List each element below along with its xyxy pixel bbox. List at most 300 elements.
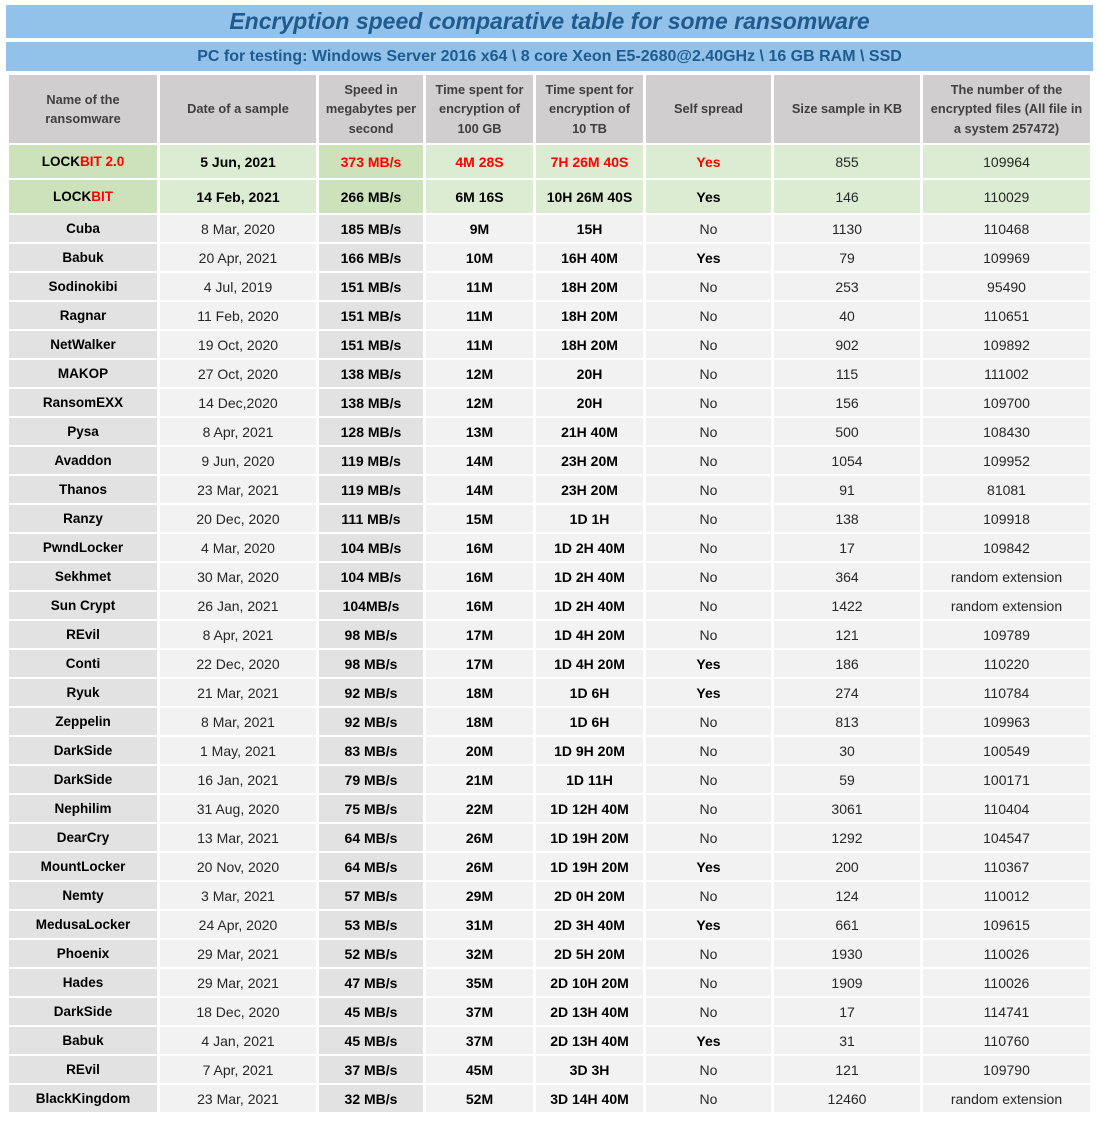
cell-time-100gb: 4M 28S xyxy=(426,145,533,178)
cell-size-kb: 156 xyxy=(774,389,920,416)
ransomware-name-text: Thanos xyxy=(58,482,107,497)
cell-speed: 151 MB/s xyxy=(319,331,423,358)
cell-date: 30 Mar, 2020 xyxy=(160,563,316,590)
cell-name xyxy=(9,180,157,213)
cell-name xyxy=(9,969,157,996)
column-header: Speed in megabytes per second xyxy=(319,75,423,143)
cell-time-100gb: 22M xyxy=(426,795,533,822)
cell-speed: 151 MB/s xyxy=(319,273,423,300)
cell-time-10tb: 10H 26M 40S xyxy=(536,180,643,213)
cell-size-kb: 1054 xyxy=(774,447,920,474)
cell-time-100gb: 16M xyxy=(426,534,533,561)
cell-date: 20 Apr, 2021 xyxy=(160,244,316,271)
cell-files: 110367 xyxy=(923,853,1090,880)
cell-size-kb: 1422 xyxy=(774,592,920,619)
ransomware-name-text: DarkSide xyxy=(53,772,113,787)
cell-self-spread: No xyxy=(646,998,771,1025)
cell-time-100gb: 32M xyxy=(426,940,533,967)
cell-time-100gb: 12M xyxy=(426,360,533,387)
ransomware-name-text: Zeppelin xyxy=(55,714,111,729)
cell-size-kb: 1909 xyxy=(774,969,920,996)
table-row xyxy=(9,969,1090,996)
cell-self-spread: No xyxy=(646,389,771,416)
cell-name xyxy=(9,853,157,880)
table-row xyxy=(9,273,1090,300)
ransomware-name-text: REvil xyxy=(66,1062,100,1077)
cell-time-100gb: 52M xyxy=(426,1085,533,1112)
cell-name xyxy=(9,737,157,764)
cell-name xyxy=(9,1085,157,1112)
cell-files: 110404 xyxy=(923,795,1090,822)
cell-time-10tb: 3D 14H 40M xyxy=(536,1085,643,1112)
cell-self-spread: No xyxy=(646,563,771,590)
cell-time-10tb: 15H xyxy=(536,215,643,242)
cell-time-10tb: 21H 40M xyxy=(536,418,643,445)
cell-files: 110651 xyxy=(923,302,1090,329)
cell-self-spread: No xyxy=(646,273,771,300)
cell-speed: 151 MB/s xyxy=(319,302,423,329)
cell-speed: 47 MB/s xyxy=(319,969,423,996)
cell-time-10tb: 3D 3H xyxy=(536,1056,643,1083)
cell-size-kb: 500 xyxy=(774,418,920,445)
cell-files: 114741 xyxy=(923,998,1090,1025)
cell-self-spread: No xyxy=(646,940,771,967)
cell-self-spread: No xyxy=(646,215,771,242)
cell-speed: 138 MB/s xyxy=(319,360,423,387)
ransomware-name-text: RansomEXX xyxy=(42,395,124,410)
cell-size-kb: 813 xyxy=(774,708,920,735)
cell-date: 23 Mar, 2021 xyxy=(160,1085,316,1112)
cell-name xyxy=(9,505,157,532)
cell-self-spread: No xyxy=(646,447,771,474)
cell-time-10tb: 20H xyxy=(536,360,643,387)
cell-size-kb: 146 xyxy=(774,180,920,213)
cell-date: 11 Feb, 2020 xyxy=(160,302,316,329)
cell-date: 19 Oct, 2020 xyxy=(160,331,316,358)
cell-speed: 185 MB/s xyxy=(319,215,423,242)
cell-name xyxy=(9,795,157,822)
table-row xyxy=(9,882,1090,909)
cell-size-kb: 253 xyxy=(774,273,920,300)
cell-name xyxy=(9,650,157,677)
cell-self-spread: No xyxy=(646,534,771,561)
cell-date: 20 Dec, 2020 xyxy=(160,505,316,532)
cell-date: 18 Dec, 2020 xyxy=(160,998,316,1025)
cell-name xyxy=(9,998,157,1025)
cell-files: 109952 xyxy=(923,447,1090,474)
cell-size-kb: 30 xyxy=(774,737,920,764)
cell-size-kb: 902 xyxy=(774,331,920,358)
cell-files: 110026 xyxy=(923,940,1090,967)
cell-date: 27 Oct, 2020 xyxy=(160,360,316,387)
ransomware-name-text: Sodinokibi xyxy=(48,279,118,294)
cell-time-10tb: 7H 26M 40S xyxy=(536,145,643,178)
cell-size-kb: 17 xyxy=(774,998,920,1025)
cell-time-100gb: 16M xyxy=(426,563,533,590)
table-row xyxy=(9,592,1090,619)
cell-name xyxy=(9,766,157,793)
cell-name xyxy=(9,389,157,416)
cell-date: 24 Apr, 2020 xyxy=(160,911,316,938)
cell-files: 100549 xyxy=(923,737,1090,764)
cell-date: 31 Aug, 2020 xyxy=(160,795,316,822)
cell-time-10tb: 1D 1H xyxy=(536,505,643,532)
cell-files: random extension xyxy=(923,1085,1090,1112)
cell-time-10tb: 1D 19H 20M xyxy=(536,853,643,880)
cell-time-100gb: 37M xyxy=(426,1027,533,1054)
cell-size-kb: 79 xyxy=(774,244,920,271)
cell-files: 100171 xyxy=(923,766,1090,793)
cell-date: 26 Jan, 2021 xyxy=(160,592,316,619)
cell-files: 110760 xyxy=(923,1027,1090,1054)
cell-speed: 64 MB/s xyxy=(319,824,423,851)
cell-self-spread: No xyxy=(646,621,771,648)
cell-size-kb: 12460 xyxy=(774,1085,920,1112)
cell-time-10tb: 23H 20M xyxy=(536,476,643,503)
table-row xyxy=(9,505,1090,532)
cell-size-kb: 661 xyxy=(774,911,920,938)
cell-time-100gb: 18M xyxy=(426,708,533,735)
cell-size-kb: 364 xyxy=(774,563,920,590)
cell-time-10tb: 2D 13H 40M xyxy=(536,998,643,1025)
cell-name xyxy=(9,679,157,706)
cell-files: 81081 xyxy=(923,476,1090,503)
cell-name xyxy=(9,244,157,271)
cell-name xyxy=(9,215,157,242)
cell-self-spread: Yes xyxy=(646,911,771,938)
cell-size-kb: 17 xyxy=(774,534,920,561)
cell-time-10tb: 20H xyxy=(536,389,643,416)
cell-time-10tb: 16H 40M xyxy=(536,244,643,271)
cell-date: 8 Apr, 2021 xyxy=(160,621,316,648)
cell-self-spread: No xyxy=(646,795,771,822)
cell-time-100gb: 13M xyxy=(426,418,533,445)
cell-speed: 128 MB/s xyxy=(319,418,423,445)
ransomware-name-text: Ragnar xyxy=(59,308,107,323)
cell-files: 110468 xyxy=(923,215,1090,242)
ransomware-name-text: LOCK xyxy=(41,154,80,169)
cell-date: 29 Mar, 2021 xyxy=(160,969,316,996)
cell-time-10tb: 1D 2H 40M xyxy=(536,534,643,561)
column-header: Self spread xyxy=(646,75,771,143)
cell-time-100gb: 21M xyxy=(426,766,533,793)
ransomware-name-text: Avaddon xyxy=(54,453,112,468)
cell-speed: 75 MB/s xyxy=(319,795,423,822)
cell-time-100gb: 9M xyxy=(426,215,533,242)
cell-size-kb: 121 xyxy=(774,1056,920,1083)
table-row xyxy=(9,563,1090,590)
table-row xyxy=(9,824,1090,851)
cell-files: 109789 xyxy=(923,621,1090,648)
cell-size-kb: 138 xyxy=(774,505,920,532)
cell-files: 110026 xyxy=(923,969,1090,996)
cell-date: 14 Dec,2020 xyxy=(160,389,316,416)
test-pc-spec: PC for testing: Windows Server 2016 x64 \ 8 core Xeon E5-2680@2.40GHz \ 16 GB RAM \ SSD xyxy=(6,42,1093,71)
cell-speed: 92 MB/s xyxy=(319,679,423,706)
cell-size-kb: 1930 xyxy=(774,940,920,967)
cell-self-spread: No xyxy=(646,766,771,793)
cell-date: 29 Mar, 2021 xyxy=(160,940,316,967)
cell-time-10tb: 1D 6H xyxy=(536,679,643,706)
cell-date: 4 Mar, 2020 xyxy=(160,534,316,561)
cell-time-10tb: 1D 2H 40M xyxy=(536,563,643,590)
cell-time-10tb: 2D 5H 20M xyxy=(536,940,643,967)
cell-name xyxy=(9,418,157,445)
cell-self-spread: No xyxy=(646,360,771,387)
cell-files: 109700 xyxy=(923,389,1090,416)
cell-self-spread: No xyxy=(646,592,771,619)
cell-date: 23 Mar, 2021 xyxy=(160,476,316,503)
cell-size-kb: 59 xyxy=(774,766,920,793)
cell-self-spread: No xyxy=(646,708,771,735)
cell-speed: 104 MB/s xyxy=(319,563,423,590)
cell-speed: 92 MB/s xyxy=(319,708,423,735)
cell-name xyxy=(9,621,157,648)
cell-speed: 104 MB/s xyxy=(319,534,423,561)
cell-time-100gb: 11M xyxy=(426,331,533,358)
cell-name xyxy=(9,273,157,300)
cell-size-kb: 855 xyxy=(774,145,920,178)
ransomware-name-text: DearCry xyxy=(56,830,110,845)
cell-self-spread: Yes xyxy=(646,145,771,178)
table-row xyxy=(9,418,1090,445)
ransomware-name-text: Ranzy xyxy=(63,511,103,526)
cell-time-100gb: 18M xyxy=(426,679,533,706)
cell-files: 109918 xyxy=(923,505,1090,532)
cell-date: 9 Jun, 2020 xyxy=(160,447,316,474)
cell-self-spread: No xyxy=(646,331,771,358)
cell-self-spread: No xyxy=(646,737,771,764)
cell-date: 16 Jan, 2021 xyxy=(160,766,316,793)
table-row xyxy=(9,766,1090,793)
cell-name xyxy=(9,331,157,358)
cell-name xyxy=(9,1056,157,1083)
cell-files: 108430 xyxy=(923,418,1090,445)
page-title: Encryption speed comparative table for some ransomware xyxy=(6,5,1093,38)
table-row xyxy=(9,998,1090,1025)
table-row xyxy=(9,244,1090,271)
cell-size-kb: 200 xyxy=(774,853,920,880)
cell-speed: 119 MB/s xyxy=(319,447,423,474)
cell-time-10tb: 1D 9H 20M xyxy=(536,737,643,764)
cell-time-10tb: 1D 19H 20M xyxy=(536,824,643,851)
ransomware-name-text: Hades xyxy=(62,975,104,990)
cell-name xyxy=(9,145,157,178)
ransomware-name-text: PwndLocker xyxy=(42,540,124,555)
cell-size-kb: 1292 xyxy=(774,824,920,851)
column-header: The number of the encrypted files (All file in a system 257472) xyxy=(923,75,1090,143)
cell-self-spread: Yes xyxy=(646,244,771,271)
cell-date: 4 Jan, 2021 xyxy=(160,1027,316,1054)
cell-self-spread: No xyxy=(646,882,771,909)
cell-self-spread: Yes xyxy=(646,180,771,213)
cell-time-10tb: 1D 12H 40M xyxy=(536,795,643,822)
ransomware-name-text: MAKOP xyxy=(57,366,109,381)
cell-time-100gb: 6M 16S xyxy=(426,180,533,213)
table-row xyxy=(9,447,1090,474)
cell-self-spread: Yes xyxy=(646,650,771,677)
cell-size-kb: 121 xyxy=(774,621,920,648)
cell-files: 109963 xyxy=(923,708,1090,735)
ransomware-name-text: REvil xyxy=(66,627,100,642)
cell-self-spread: No xyxy=(646,824,771,851)
cell-speed: 52 MB/s xyxy=(319,940,423,967)
cell-time-100gb: 10M xyxy=(426,244,533,271)
cell-time-100gb: 26M xyxy=(426,853,533,880)
cell-speed: 53 MB/s xyxy=(319,911,423,938)
cell-speed: 98 MB/s xyxy=(319,621,423,648)
table-header-row xyxy=(9,75,1090,143)
cell-self-spread: No xyxy=(646,418,771,445)
table-row xyxy=(9,621,1090,648)
cell-files: 110012 xyxy=(923,882,1090,909)
cell-time-10tb: 2D 13H 40M xyxy=(536,1027,643,1054)
ransomware-name-text: BlackKingdom xyxy=(35,1091,131,1106)
cell-time-10tb: 18H 20M xyxy=(536,302,643,329)
cell-speed: 45 MB/s xyxy=(319,1027,423,1054)
cell-files: random extension xyxy=(923,563,1090,590)
cell-speed: 266 MB/s xyxy=(319,180,423,213)
cell-time-10tb: 1D 4H 20M xyxy=(536,650,643,677)
cell-date: 5 Jun, 2021 xyxy=(160,145,316,178)
cell-time-100gb: 35M xyxy=(426,969,533,996)
cell-files: 109969 xyxy=(923,244,1090,271)
cell-time-100gb: 11M xyxy=(426,273,533,300)
cell-name xyxy=(9,1027,157,1054)
ransomware-name-text: Ryuk xyxy=(66,685,100,700)
cell-time-100gb: 45M xyxy=(426,1056,533,1083)
cell-size-kb: 124 xyxy=(774,882,920,909)
cell-files: 109842 xyxy=(923,534,1090,561)
cell-date: 1 May, 2021 xyxy=(160,737,316,764)
cell-speed: 119 MB/s xyxy=(319,476,423,503)
column-header: Name of the ransomware xyxy=(9,75,157,143)
cell-self-spread: No xyxy=(646,505,771,532)
cell-self-spread: Yes xyxy=(646,853,771,880)
ransomware-name-text: MedusaLocker xyxy=(35,917,131,932)
cell-time-10tb: 23H 20M xyxy=(536,447,643,474)
cell-self-spread: No xyxy=(646,302,771,329)
ransomware-name-text: Conti xyxy=(65,656,101,671)
table-row xyxy=(9,911,1090,938)
table-row xyxy=(9,215,1090,242)
column-header: Date of a sample xyxy=(160,75,316,143)
cell-speed: 104MB/s xyxy=(319,592,423,619)
table-row xyxy=(9,1056,1090,1083)
cell-time-100gb: 16M xyxy=(426,592,533,619)
cell-size-kb: 40 xyxy=(774,302,920,329)
ransomware-name-accent: BIT xyxy=(91,189,113,204)
table-row xyxy=(9,1027,1090,1054)
ransomware-name-text: Sekhmet xyxy=(54,569,112,584)
cell-self-spread: No xyxy=(646,1085,771,1112)
cell-time-100gb: 26M xyxy=(426,824,533,851)
table-row xyxy=(9,360,1090,387)
ransomware-name-text: Sun Crypt xyxy=(50,598,116,613)
cell-date: 3 Mar, 2021 xyxy=(160,882,316,909)
ransomware-comparison-table xyxy=(6,73,1093,1114)
cell-time-10tb: 1D 2H 40M xyxy=(536,592,643,619)
cell-files: random extension xyxy=(923,592,1090,619)
cell-time-100gb: 14M xyxy=(426,447,533,474)
cell-date: 4 Jul, 2019 xyxy=(160,273,316,300)
cell-files: 109892 xyxy=(923,331,1090,358)
column-header: Time spent for encryption of 100 GB xyxy=(426,75,533,143)
cell-name xyxy=(9,534,157,561)
cell-time-10tb: 1D 11H xyxy=(536,766,643,793)
cell-name xyxy=(9,592,157,619)
cell-speed: 83 MB/s xyxy=(319,737,423,764)
cell-files: 109964 xyxy=(923,145,1090,178)
cell-time-100gb: 29M xyxy=(426,882,533,909)
cell-date: 22 Dec, 2020 xyxy=(160,650,316,677)
cell-time-100gb: 17M xyxy=(426,650,533,677)
cell-time-10tb: 1D 6H xyxy=(536,708,643,735)
cell-files: 111002 xyxy=(923,360,1090,387)
table-row xyxy=(9,708,1090,735)
ransomware-name-text: LOCK xyxy=(53,189,92,204)
cell-date: 8 Mar, 2020 xyxy=(160,215,316,242)
table-row xyxy=(9,302,1090,329)
table-row xyxy=(9,180,1090,213)
column-header: Time spent for encryption of 10 TB xyxy=(536,75,643,143)
cell-name xyxy=(9,563,157,590)
table-row xyxy=(9,1085,1090,1112)
cell-self-spread: No xyxy=(646,969,771,996)
cell-files: 110029 xyxy=(923,180,1090,213)
cell-files: 104547 xyxy=(923,824,1090,851)
table-row xyxy=(9,389,1090,416)
ransomware-name-text: DarkSide xyxy=(53,1004,113,1019)
table-row xyxy=(9,737,1090,764)
cell-speed: 111 MB/s xyxy=(319,505,423,532)
column-header: Size sample in KB xyxy=(774,75,920,143)
cell-time-100gb: 37M xyxy=(426,998,533,1025)
cell-speed: 64 MB/s xyxy=(319,853,423,880)
table-row xyxy=(9,331,1090,358)
cell-time-10tb: 2D 0H 20M xyxy=(536,882,643,909)
cell-self-spread: Yes xyxy=(646,679,771,706)
cell-self-spread: Yes xyxy=(646,1027,771,1054)
ransomware-name-text: Phoenix xyxy=(56,946,110,961)
cell-size-kb: 186 xyxy=(774,650,920,677)
cell-size-kb: 274 xyxy=(774,679,920,706)
cell-name xyxy=(9,708,157,735)
table-row xyxy=(9,145,1090,178)
table-row xyxy=(9,853,1090,880)
cell-date: 13 Mar, 2021 xyxy=(160,824,316,851)
ransomware-name-text: Babuk xyxy=(62,1033,104,1048)
cell-speed: 138 MB/s xyxy=(319,389,423,416)
cell-date: 7 Apr, 2021 xyxy=(160,1056,316,1083)
table-row xyxy=(9,679,1090,706)
cell-time-100gb: 11M xyxy=(426,302,533,329)
cell-name xyxy=(9,447,157,474)
cell-name xyxy=(9,882,157,909)
cell-size-kb: 31 xyxy=(774,1027,920,1054)
cell-files: 110220 xyxy=(923,650,1090,677)
cell-size-kb: 115 xyxy=(774,360,920,387)
cell-files: 95490 xyxy=(923,273,1090,300)
ransomware-name-text: Babuk xyxy=(62,250,104,265)
cell-time-10tb: 18H 20M xyxy=(536,273,643,300)
cell-self-spread: No xyxy=(646,476,771,503)
cell-time-100gb: 14M xyxy=(426,476,533,503)
cell-time-100gb: 20M xyxy=(426,737,533,764)
table-row xyxy=(9,650,1090,677)
cell-time-10tb: 2D 10H 20M xyxy=(536,969,643,996)
cell-speed: 166 MB/s xyxy=(319,244,423,271)
